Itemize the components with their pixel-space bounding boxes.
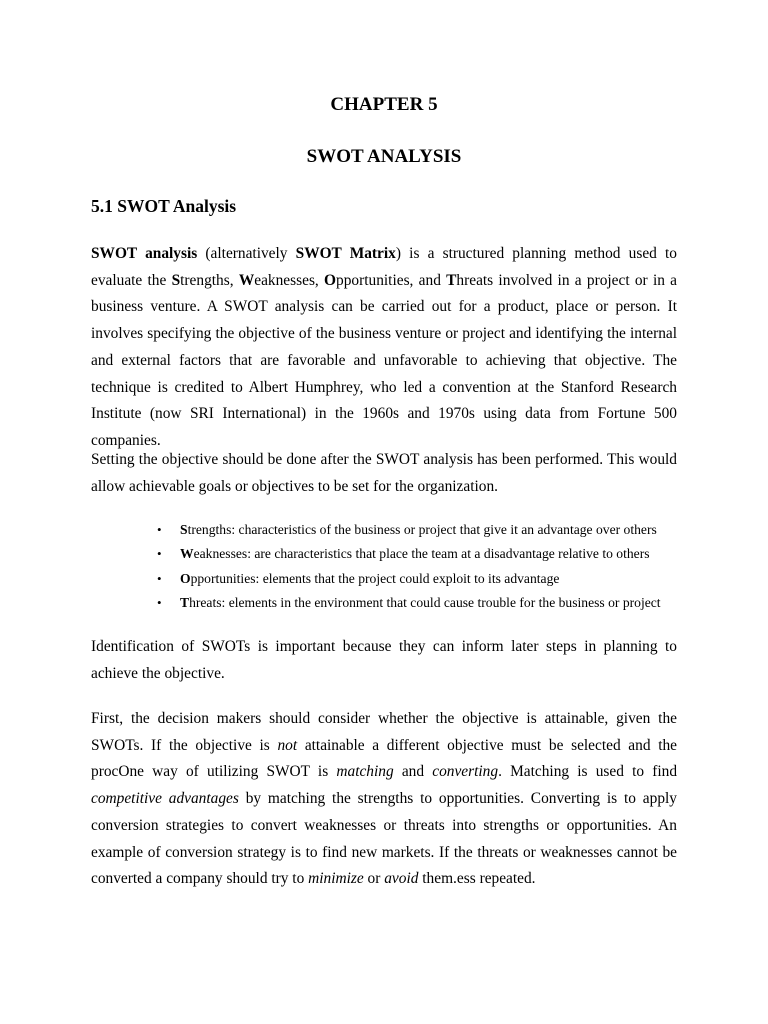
swot-definition-paragraph [91,241,677,455]
bullet-letter: O [180,570,191,586]
emphasis-not: not [277,736,298,754]
bullet-text: pportunities: elements that the project could exploit to its advantage [190,570,560,586]
list-item [157,518,700,542]
text-span: (alternatively [197,245,296,262]
identification-paragraph: Identification of SWOTs is important because they can inform later steps in planning to achieve the objective. [91,638,677,682]
list-item [157,567,700,591]
bullet-text: trengths: characteristics of the business or project that give it an advantage over others [187,522,657,537]
emphasis-minimize: minimize [308,870,364,888]
emphasis-matching: matching [336,763,394,781]
bullet-text: hreats: elements in the environment that could cause trouble for the business or project [189,595,661,611]
swot-bullet-list [157,518,700,616]
bullet-icon: • [157,595,162,611]
text-span: eaknesses, [254,271,325,289]
bullet-text: eaknesses: are characteristics that place the team at a disadvantage relative to others [193,546,650,562]
letter-t: T [446,271,457,289]
list-item [157,542,700,566]
text-span: . Matching is used to find [498,763,678,781]
letter-w: W [238,271,255,289]
text-span: and [393,763,433,781]
bullet-letter: T [180,595,190,611]
emphasis-avoid: avoid [384,870,419,888]
letter-s: S [171,271,181,289]
emphasis-converting: converting [432,763,499,781]
bullet-letter: W [180,546,194,562]
bullet-icon: • [157,570,162,586]
text-span: pportunities, and [336,271,447,289]
text-span: attainable a different objective must be selected and the procOne way of utilizing SWOT is [91,736,678,781]
chapter-number: CHAPTER 5 [330,94,438,115]
decision-makers-paragraph [91,706,677,893]
list-item [157,591,700,615]
letter-o: O [324,271,337,289]
bullet-icon: • [157,546,162,562]
text-span: ) is a structured planning method used to evaluate the [91,245,678,289]
chapter-title: SWOT ANALYSIS [306,146,462,167]
bullet-icon: • [157,522,162,537]
term-swot-analysis: SWOT analysis [91,245,198,262]
text-span: First, the decision makers should consider whether the objective is attainable, given the SWOTs. If the objective is [91,710,677,754]
bullet-letter: S [180,522,188,537]
text-span: or [363,870,385,888]
text-span: by matching the strengths to opportunities. Converting is to apply conversion strategies to convert weaknesses or threats into strengths or opportunities. An example of conversion strategy is to find new markets. If the threats or weaknesses cannot be converted a company should try to [91,790,677,888]
text-span: trengths, [180,271,239,289]
text-span: hreats involved in a project or in a business venture. A SWOT analysis can be carried out for a product, place or person. It involves specifying the objective of the business venture or project and identifying the internal and external factors that are favorable and unfavorable to achieving that objective. The technique is credited to Albert Humphrey, who led a convention at the Stanford Research Institute (now SRI International) in the 1960s and 1970s using data from Fortune 500 companies. [91,271,678,449]
section-heading: 5.1 SWOT Analysis [91,196,237,216]
emphasis-competitive-advantages: competitive advantages [91,790,239,808]
term-swot-matrix: SWOT Matrix [295,245,396,262]
text-span: them.ess repeated. [418,870,536,888]
objective-paragraph: Setting the objective should be done after the SWOT analysis has been performed. This would allow achievable goals or objectives to be set for the organization. [91,451,677,495]
